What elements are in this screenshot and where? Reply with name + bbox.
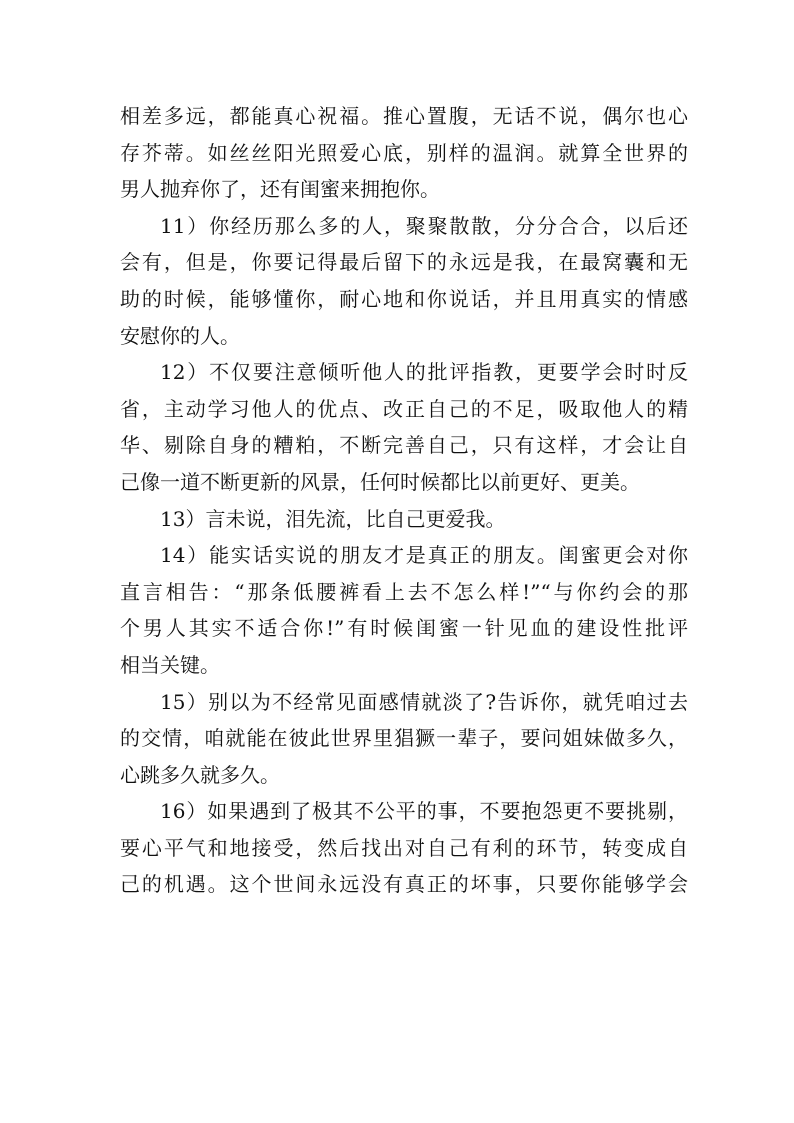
text-line: 安慰你的人。 [120, 323, 240, 348]
text-line: 15）别以为不经常见面感情就淡了?告诉你，就凭咱过去 [160, 689, 688, 714]
text-line: 直言相告：“那条低腰裤看上去不怎么样!”“与你约会的那 [120, 579, 688, 604]
paragraph-item-11 [120, 208, 688, 354]
text-line: 12）不仅要注意倾听他人的批评指教，更要学会时时反 [160, 360, 688, 385]
paragraph-item-16 [120, 793, 688, 903]
text-line: 己像一道不断更新的风景，任何时候都比以前更好、更美。 [120, 469, 640, 494]
text-line: 男人抛弃你了，还有闺蜜来拥抱你。 [120, 177, 440, 202]
text-line: 助的时候，能够懂你，耐心地和你说话，并且用真实的情感 [120, 286, 688, 311]
text-line: 心跳多久就多久。 [120, 762, 280, 787]
paragraph-continuation [120, 98, 688, 208]
text-line: 的交情，咱就能在彼此世界里猖獗一辈子，要问姐妹做多久， [120, 726, 688, 751]
document-body [120, 98, 688, 903]
text-line: 11）你经历那么多的人，聚聚散散，分分合合，以后还 [160, 213, 688, 238]
text-line: 己的机遇。这个世间永远没有真正的坏事，只要你能够学会 [120, 872, 688, 897]
text-line: 存芥蒂。如丝丝阳光照爱心底，别样的温润。就算全世界的 [120, 140, 688, 165]
paragraph-item-15 [120, 684, 688, 794]
paragraph-item-14 [120, 537, 688, 683]
text-line: 14）能实话实说的朋友才是真正的朋友。闺蜜更会对你 [160, 543, 688, 568]
text-line: 相当关键。 [120, 652, 220, 677]
text-line: 省，主动学习他人的优点、改正自己的不足，吸取他人的精 [120, 396, 688, 421]
text-line: 16）如果遇到了极其不公平的事，不要抱怨更不要挑剔， [160, 799, 688, 824]
text-line: 要心平气和地接受，然后找出对自己有利的环节，转变成自 [120, 835, 688, 860]
text-line: 相差多远，都能真心祝福。推心置腹，无话不说，偶尔也心 [120, 104, 688, 128]
text-line: 会有，但是，你要记得最后留下的永远是我，在最窝囊和无 [120, 250, 688, 275]
paragraph-item-13 [120, 501, 688, 538]
text-line: 个男人其实不适合你!”有时候闺蜜一针见血的建设性批评 [120, 616, 688, 641]
text-line: 13）言未说，泪先流，比自己更爱我。 [160, 506, 506, 531]
text-line: 华、剔除自身的糟粕，不断完善自己，只有这样，才会让自 [120, 433, 688, 458]
paragraph-item-12 [120, 354, 688, 500]
